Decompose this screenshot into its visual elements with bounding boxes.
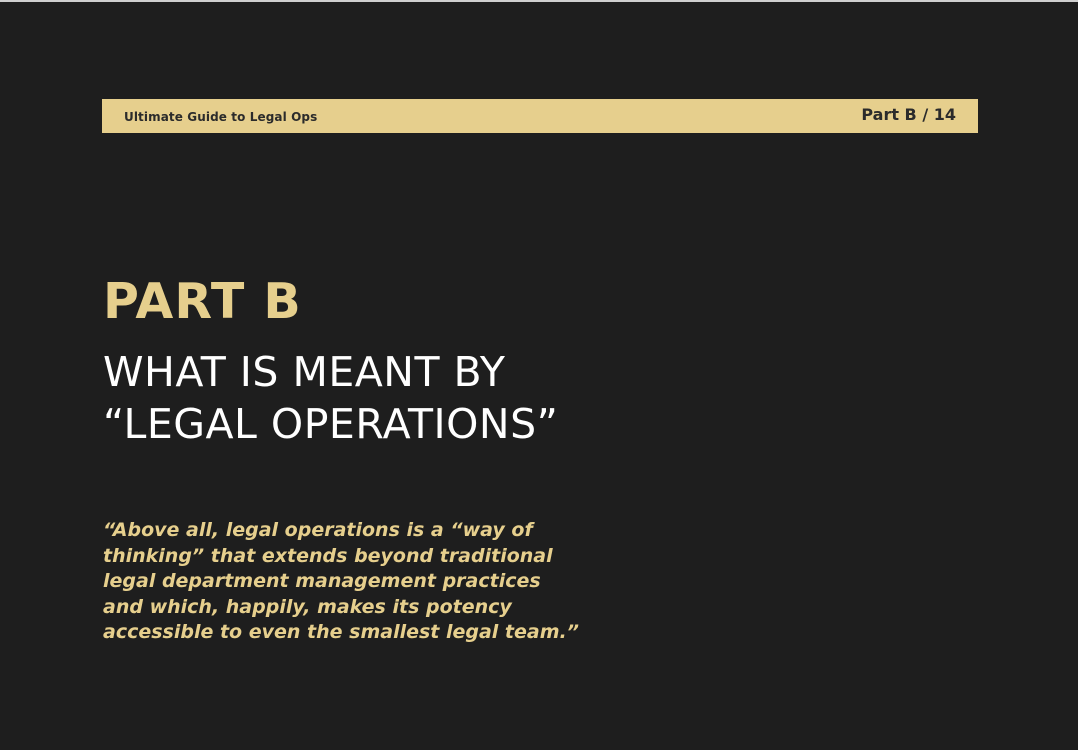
guide-title: Ultimate Guide to Legal Ops [124, 110, 318, 124]
header-band [102, 99, 978, 133]
pull-quote-line: and which, happily, makes its potency [103, 595, 512, 618]
pull-quote-line: “Above all, legal operations is a “way of [103, 519, 533, 541]
section-title-line: “LEGAL OPERATIONS” [103, 400, 559, 448]
pull-quote-line: legal department management practices [103, 570, 541, 592]
pull-quote [103, 518, 579, 646]
page-label: Part B / 14 [861, 105, 956, 124]
top-edge-rule [0, 0, 1078, 2]
section-title [103, 346, 558, 450]
part-heading: PART B [103, 273, 302, 330]
pull-quote-line: thinking” that extends beyond traditional [103, 544, 553, 567]
pull-quote-line: accessible to even the smallest legal team.” [103, 621, 579, 643]
section-title-line: WHAT IS MEANT BY [103, 348, 506, 396]
